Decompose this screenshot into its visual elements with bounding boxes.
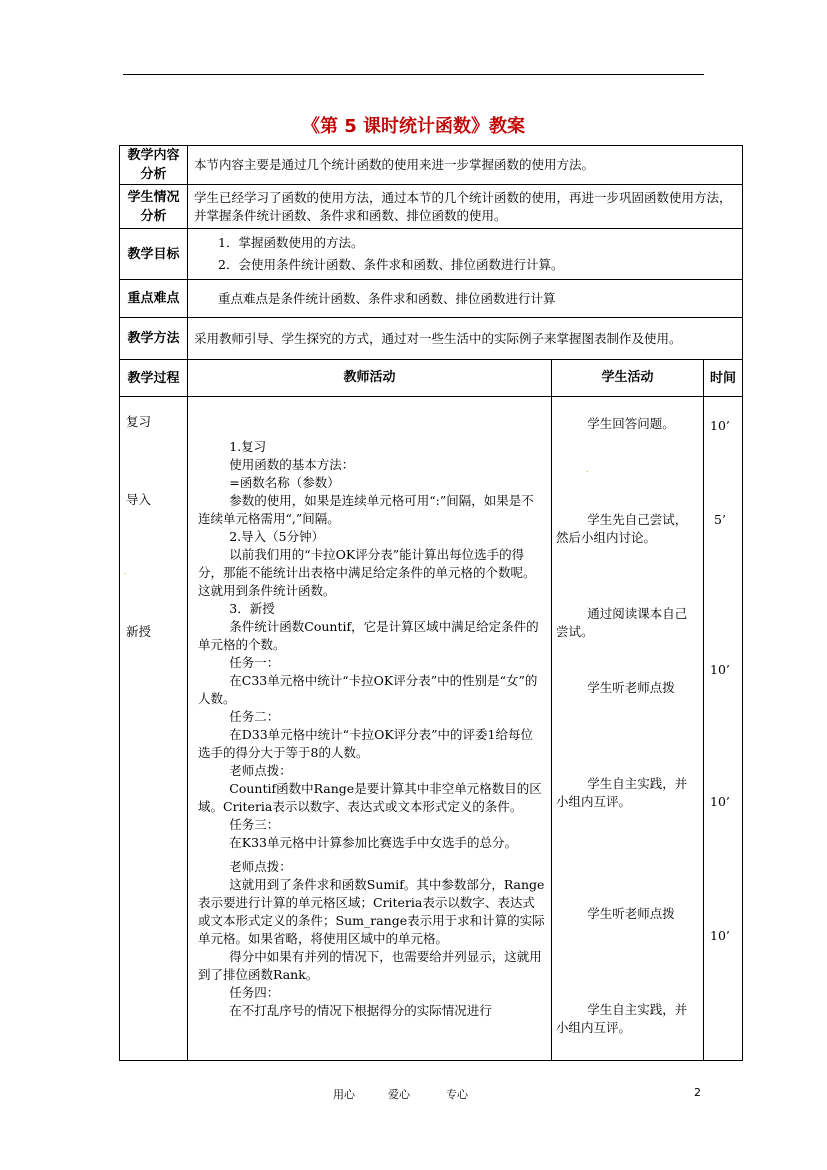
- header-time: 时间: [704, 360, 743, 397]
- row-goals: [120, 229, 743, 280]
- margin-mark: .: [586, 465, 589, 474]
- page-title: 《第 5 课时统计函数》教案: [301, 116, 526, 137]
- student-activity: [552, 397, 704, 1061]
- teacher-line: 任务二：: [229, 708, 280, 724]
- header-teacher: 教师活动: [188, 360, 552, 397]
- label-content-analysis: 教学内容分析: [120, 146, 188, 185]
- stage-intro: 导入: [126, 492, 152, 507]
- goal-item: 2．会使用条件统计函数、条件求和函数、排位函数进行计算。: [218, 257, 564, 272]
- text-methods: 采用教师引导、学生探究的方式，通过对一些生活中的实际例子来掌握图表制作及使用。: [188, 318, 743, 360]
- student-item: 学生听老师点拨: [587, 680, 675, 695]
- student-item: 学生听老师点拨: [587, 906, 675, 921]
- label-process: 教学过程: [120, 360, 188, 397]
- teacher-line: 在K33单元格中计算参加比赛选手中女选手的总分。: [229, 834, 517, 850]
- row-process-header: [120, 360, 743, 397]
- teacher-line: 使用函数的基本方法：: [229, 456, 355, 472]
- footer-item: 专心: [446, 1088, 468, 1101]
- header-student: 学生活动: [552, 360, 704, 397]
- teacher-line: 2.导入（5分钟）: [229, 528, 325, 544]
- label-goals: 教学目标: [120, 229, 188, 280]
- footer-item: 用心: [333, 1088, 355, 1101]
- teacher-line: 得分中如果有并列的情况下，也需要给并列显示，这就用到了排位函数Rank。: [198, 948, 542, 982]
- student-item: 学生先自己尝试，然后小组内讨论。: [556, 512, 688, 545]
- teacher-line: 老师点拨：: [229, 858, 292, 874]
- goals-list: [188, 229, 743, 280]
- text-key-points: 重点难点是条件统计函数、条件求和函数、排位函数进行计算: [188, 280, 743, 318]
- teacher-line: 在不打乱序号的情况下根据得分的实际情况进行: [229, 1002, 492, 1018]
- row-process-body: [120, 397, 743, 1061]
- goal-item: 1．掌握函数使用的方法。: [218, 235, 364, 250]
- page-number: 2: [694, 1086, 701, 1099]
- teacher-line: 任务四：: [229, 984, 280, 1000]
- teacher-line: 任务一：: [229, 654, 280, 670]
- teacher-line: 3．新授: [229, 600, 275, 616]
- student-item: 学生自主实践，并小组内互评。: [556, 776, 688, 809]
- label-student-analysis: 学生情况分析: [120, 185, 188, 229]
- time-item: 5’: [714, 512, 726, 527]
- time-item: 10’: [710, 662, 730, 677]
- teacher-line: 老师点拨：: [229, 762, 292, 778]
- time-item: 10’: [710, 794, 730, 809]
- student-item: 通过阅读课本自己尝试。: [556, 606, 688, 639]
- teacher-line: 这就用到了条件求和函数Sumif。其中参数部分，Range表示要进行计算的单元格区域；Criteria表示以数字、表达式或文本形式定义的条件；Sum_range表示用于求和计算的实际单元格。如果省略，将使用区域中的单元格。: [198, 876, 545, 946]
- text-content-analysis: 本节内容主要是通过几个统计函数的使用来进一步掌握函数的使用方法。: [188, 146, 743, 185]
- stage-review: 复习: [126, 414, 152, 429]
- label-key-points: 重点难点: [120, 280, 188, 318]
- teacher-line: =函数名称（参数）: [229, 474, 340, 490]
- student-item: 学生回答问题。: [587, 416, 675, 431]
- teacher-line: Countif函数中Range是要计算其中非空单元格数目的区域。Criteria表示以数字、表达式或文本形式定义的条件。: [198, 780, 542, 814]
- header-rule: [123, 74, 704, 75]
- teacher-line: 在C33单元格中统计“卡拉OK评分表”中的性别是“女”的人数。: [198, 672, 538, 706]
- stage-column: [120, 397, 188, 1061]
- row-student-analysis: [120, 185, 743, 229]
- time-item: 10’: [710, 418, 730, 433]
- margin-mark: .: [124, 567, 127, 576]
- footer-item: 爱心: [388, 1088, 410, 1101]
- teacher-line: 以前我们用的“卡拉OK评分表”能计算出每位选手的得分，那能不能统计出表格中满足给定条件的单元格的个数呢。这就用到条件统计函数。: [198, 546, 536, 598]
- text-student-analysis: 学生已经学习了函数的使用方法，通过本节的几个统计函数的使用，再进一步巩固函数使用方法，并掌握条件统计函数、条件求和函数、排位函数的使用。: [188, 185, 743, 229]
- row-key-points: [120, 280, 743, 318]
- teacher-activity: [188, 397, 552, 1061]
- teacher-line: 在D33单元格中统计“卡拉OK评分表”中的评委1给每位选手的得分大于等于8的人数。: [198, 726, 533, 760]
- time-column: [704, 397, 743, 1061]
- label-methods: 教学方法: [120, 318, 188, 360]
- teacher-line: 条件统计函数Countif，它是计算区域中满足给定条件的单元格的个数。: [198, 618, 539, 652]
- time-item: 10’: [710, 928, 730, 943]
- lesson-plan-table: [119, 145, 743, 1061]
- row-content-analysis: [120, 146, 743, 185]
- row-methods: [120, 318, 743, 360]
- student-item: 学生自主实践，并小组内互评。: [556, 1002, 688, 1035]
- stage-new: 新授: [126, 624, 152, 639]
- teacher-line: 任务三：: [229, 816, 280, 832]
- teacher-line: 1.复习: [229, 438, 267, 454]
- teacher-line: 参数的使用，如果是连续单元格可用“:”间隔，如果是不连续单元格需用“,”间隔。: [198, 492, 534, 526]
